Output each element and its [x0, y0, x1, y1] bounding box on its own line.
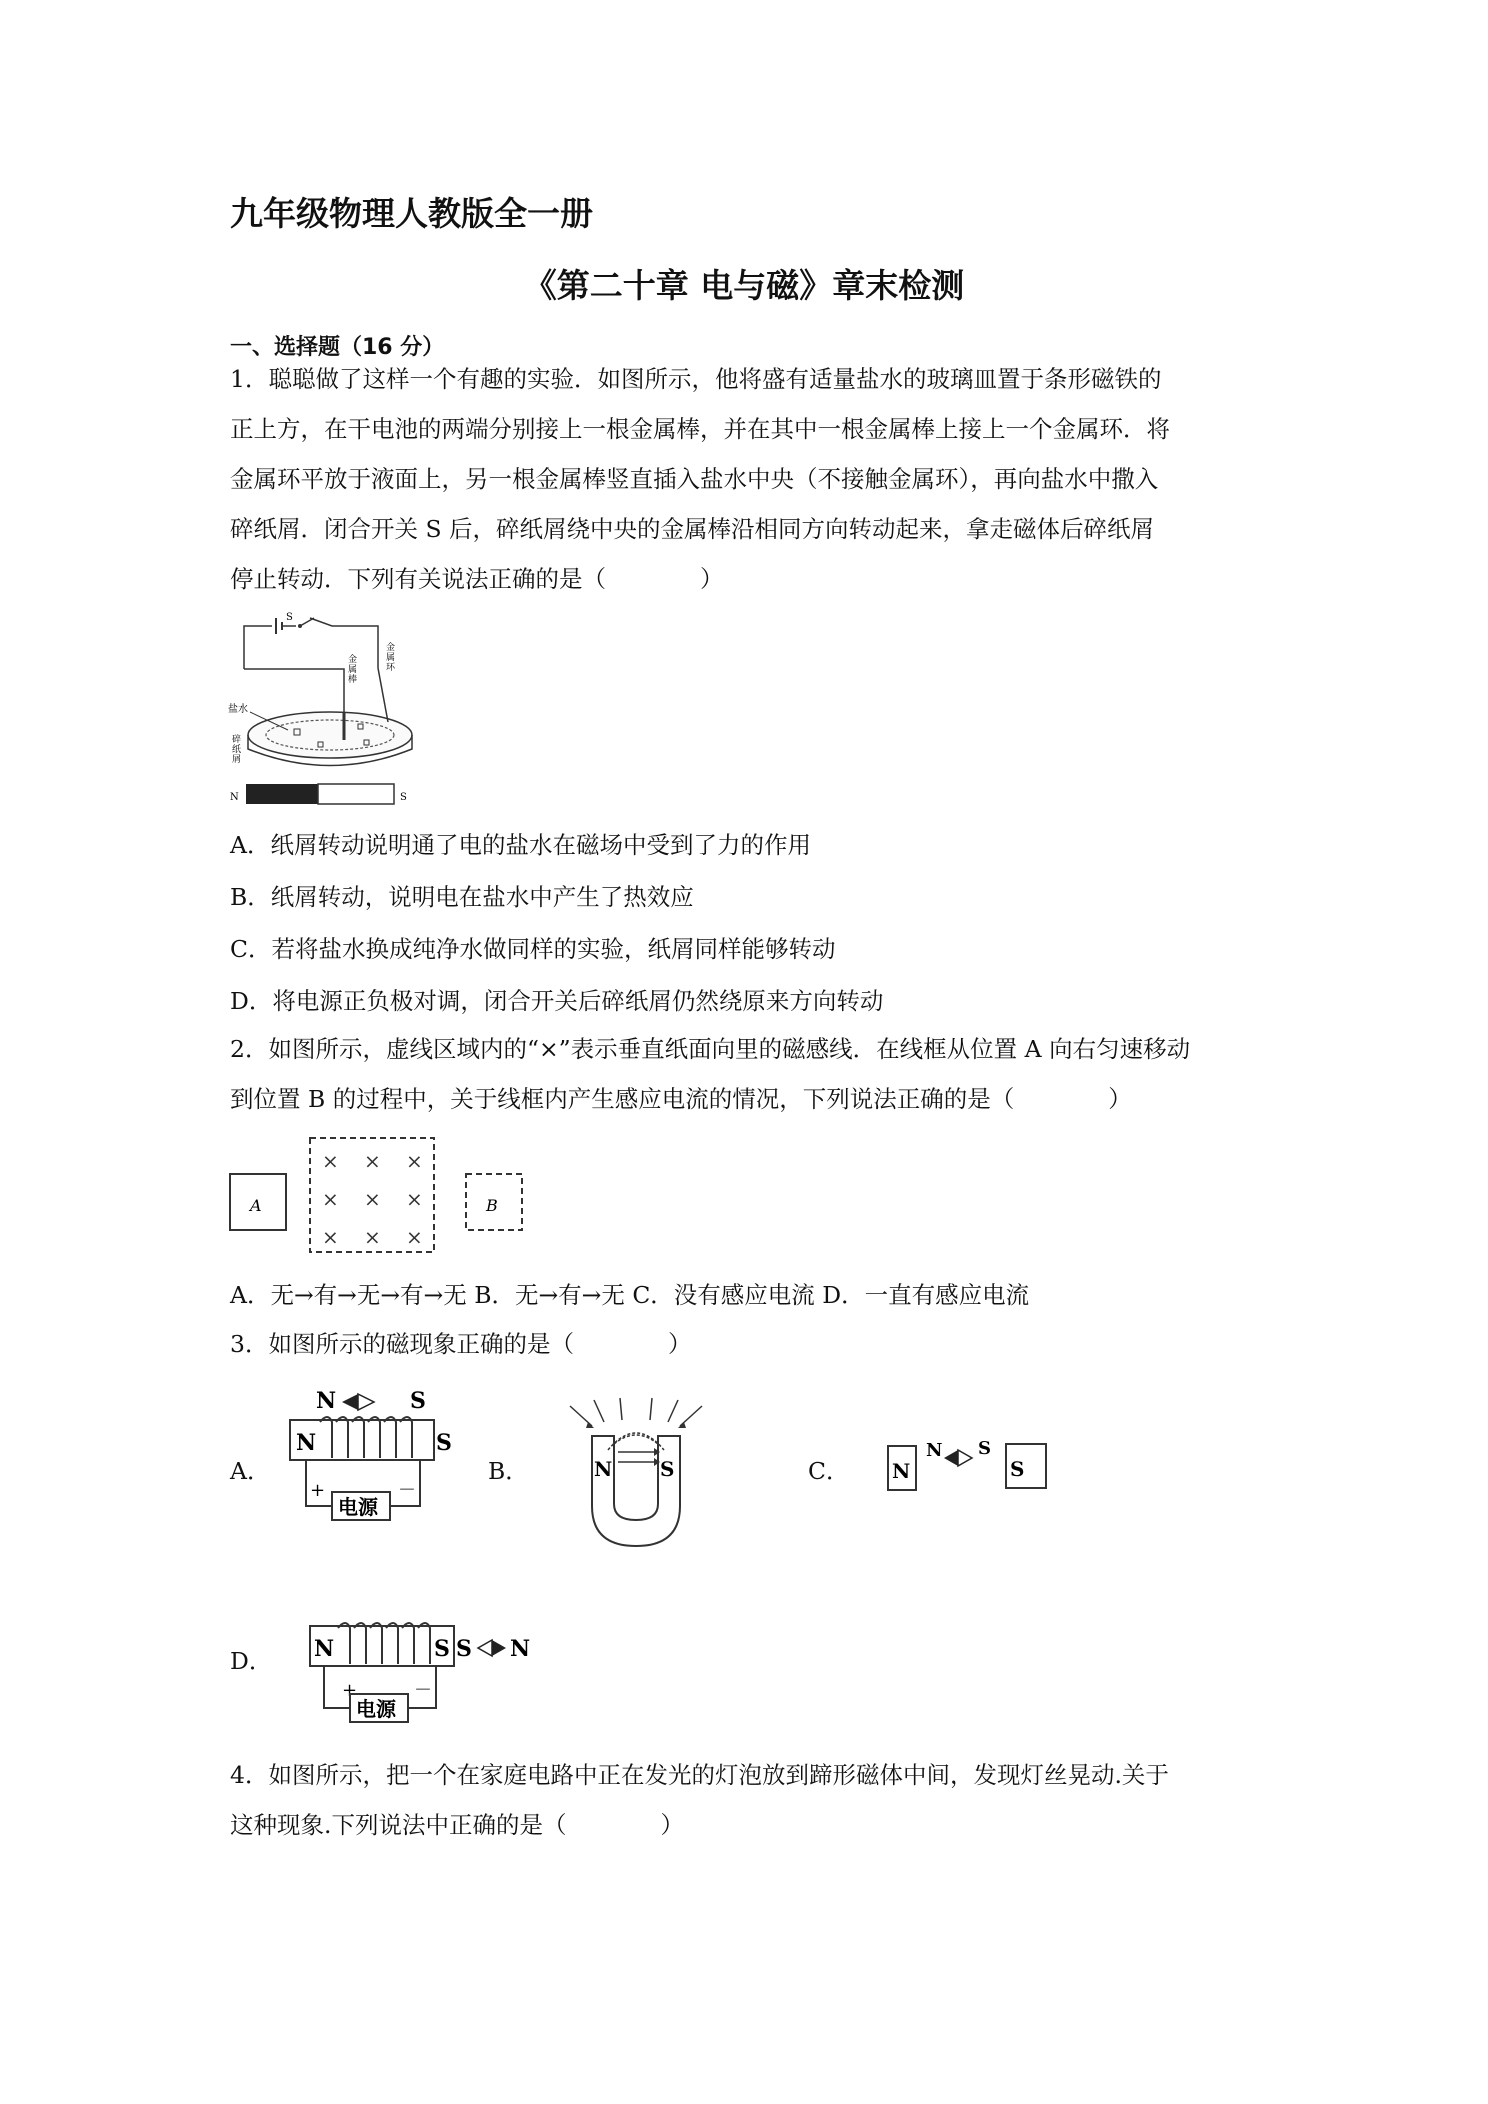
svg-text:×: × — [364, 1149, 381, 1173]
q1-option-b: B．纸屑转动，说明电在盐水中产生了热效应 — [230, 883, 694, 911]
svg-text:N: N — [926, 1440, 943, 1461]
svg-text:－: － — [414, 1680, 432, 1701]
svg-text:×: × — [322, 1225, 339, 1249]
ring-label: 金属环 — [386, 643, 396, 673]
svg-text:×: × — [406, 1225, 423, 1249]
document-subtitle: 《第二十章 电与磁》章末检测 — [523, 266, 965, 305]
svg-text:×: × — [406, 1187, 423, 1211]
frame-b-label: B — [486, 1196, 498, 1215]
svg-text:N: N — [594, 1457, 613, 1481]
svg-text:N: N — [314, 1636, 335, 1662]
question-3-text: 3．如图所示的磁现象正确的是（ ） — [230, 1330, 692, 1358]
south-label: S — [400, 792, 407, 803]
q3-label-c: C． — [808, 1457, 850, 1485]
question-1-line: 1．聪聪做了这样一个有趣的实验．如图所示，他将盛有适量盐水的玻璃皿置于条形磁铁的 — [230, 365, 1162, 393]
svg-text:S: S — [978, 1438, 991, 1459]
section-heading: 一、选择题（16 分） — [230, 335, 445, 360]
q3-figure-b — [560, 1396, 710, 1556]
q3-figure-d — [306, 1610, 556, 1730]
question-4-line: 4．如图所示，把一个在家庭电路中正在发光的灯泡放到蹄形磁体中间，发现灯丝晃动.关于 — [230, 1761, 1169, 1789]
svg-text:×: × — [406, 1149, 423, 1173]
q1-option-c: C．若将盐水换成纯净水做同样的实验，纸屑同样能够转动 — [230, 935, 836, 963]
magnetic-field-crosses — [322, 1149, 423, 1249]
svg-text:S: S — [456, 1636, 472, 1662]
question-1-line: 碎纸屑．闭合开关 S 后，碎纸屑绕中央的金属棒沿相同方向转动起来，拿走磁体后碎纸屑 — [230, 515, 1155, 543]
svg-text:N: N — [510, 1636, 531, 1662]
q3-figure-a — [286, 1384, 456, 1534]
svg-text:电源: 电源 — [338, 1495, 378, 1519]
svg-text:S: S — [436, 1430, 452, 1456]
rod-label: 金属棒 — [348, 655, 358, 685]
svg-text:×: × — [364, 1225, 381, 1249]
document-title: 九年级物理人教版全一册 — [230, 194, 593, 233]
svg-text:+: + — [310, 1480, 326, 1501]
q3-label-d: D． — [230, 1647, 273, 1675]
svg-text:+: + — [342, 1680, 358, 1701]
q1-option-d: D．将电源正负极对调，闭合开关后碎纸屑仍然绕原来方向转动 — [230, 987, 884, 1015]
q1-option-a: A．纸屑转动说明通了电的盐水在磁场中受到了力的作用 — [230, 831, 811, 859]
question-1-line: 停止转动．下列有关说法正确的是（ ） — [230, 565, 724, 593]
question-1-line: 正上方，在干电池的两端分别接上一根金属棒，并在其中一根金属棒上接上一个金属环．将 — [230, 415, 1170, 443]
question-1-figure — [228, 612, 428, 812]
svg-text:S: S — [1010, 1457, 1025, 1481]
q3-label-b: B． — [488, 1457, 529, 1485]
water-label: 盐水 — [228, 704, 248, 715]
north-label: N — [230, 792, 239, 803]
scraps-label: 碎纸屑 — [232, 735, 242, 765]
question-2-text — [230, 1024, 1280, 1124]
question-2-line: 到位置 B 的过程中，关于线框内产生感应电流的情况，下列说法正确的是（ ） — [230, 1085, 1132, 1113]
switch-label: S — [286, 612, 293, 623]
svg-text:－: － — [398, 1480, 416, 1501]
svg-text:N: N — [316, 1388, 337, 1414]
q3-label-a: A． — [230, 1457, 271, 1485]
question-2-figure — [226, 1134, 546, 1254]
question-2-line: 2．如图所示，虚线区域内的“×”表示垂直纸面向里的磁感线．在线框从位置 A 向右匀速移动 — [230, 1035, 1191, 1063]
question-4-line: 这种现象.下列说法中正确的是（ ） — [230, 1811, 684, 1839]
svg-text:S: S — [410, 1388, 426, 1414]
question-1-text — [230, 354, 1280, 604]
svg-text:S: S — [434, 1636, 450, 1662]
question-4-text — [230, 1750, 1280, 1850]
svg-text:×: × — [322, 1187, 339, 1211]
frame-a-label: A — [250, 1196, 262, 1215]
svg-text:×: × — [364, 1187, 381, 1211]
svg-text:S: S — [660, 1457, 675, 1481]
question-1-line: 金属环平放于液面上，另一根金属棒竖直插入盐水中央（不接触金属环），再向盐水中撒入 — [230, 465, 1159, 493]
q3-figure-c — [886, 1434, 1056, 1494]
svg-text:电源: 电源 — [356, 1697, 396, 1721]
svg-text:N: N — [296, 1430, 317, 1456]
svg-text:N: N — [892, 1459, 911, 1483]
svg-text:×: × — [322, 1149, 339, 1173]
q2-options: A．无→有→无→有→无 B．无→有→无 C．没有感应电流 D．一直有感应电流 — [230, 1281, 1030, 1309]
